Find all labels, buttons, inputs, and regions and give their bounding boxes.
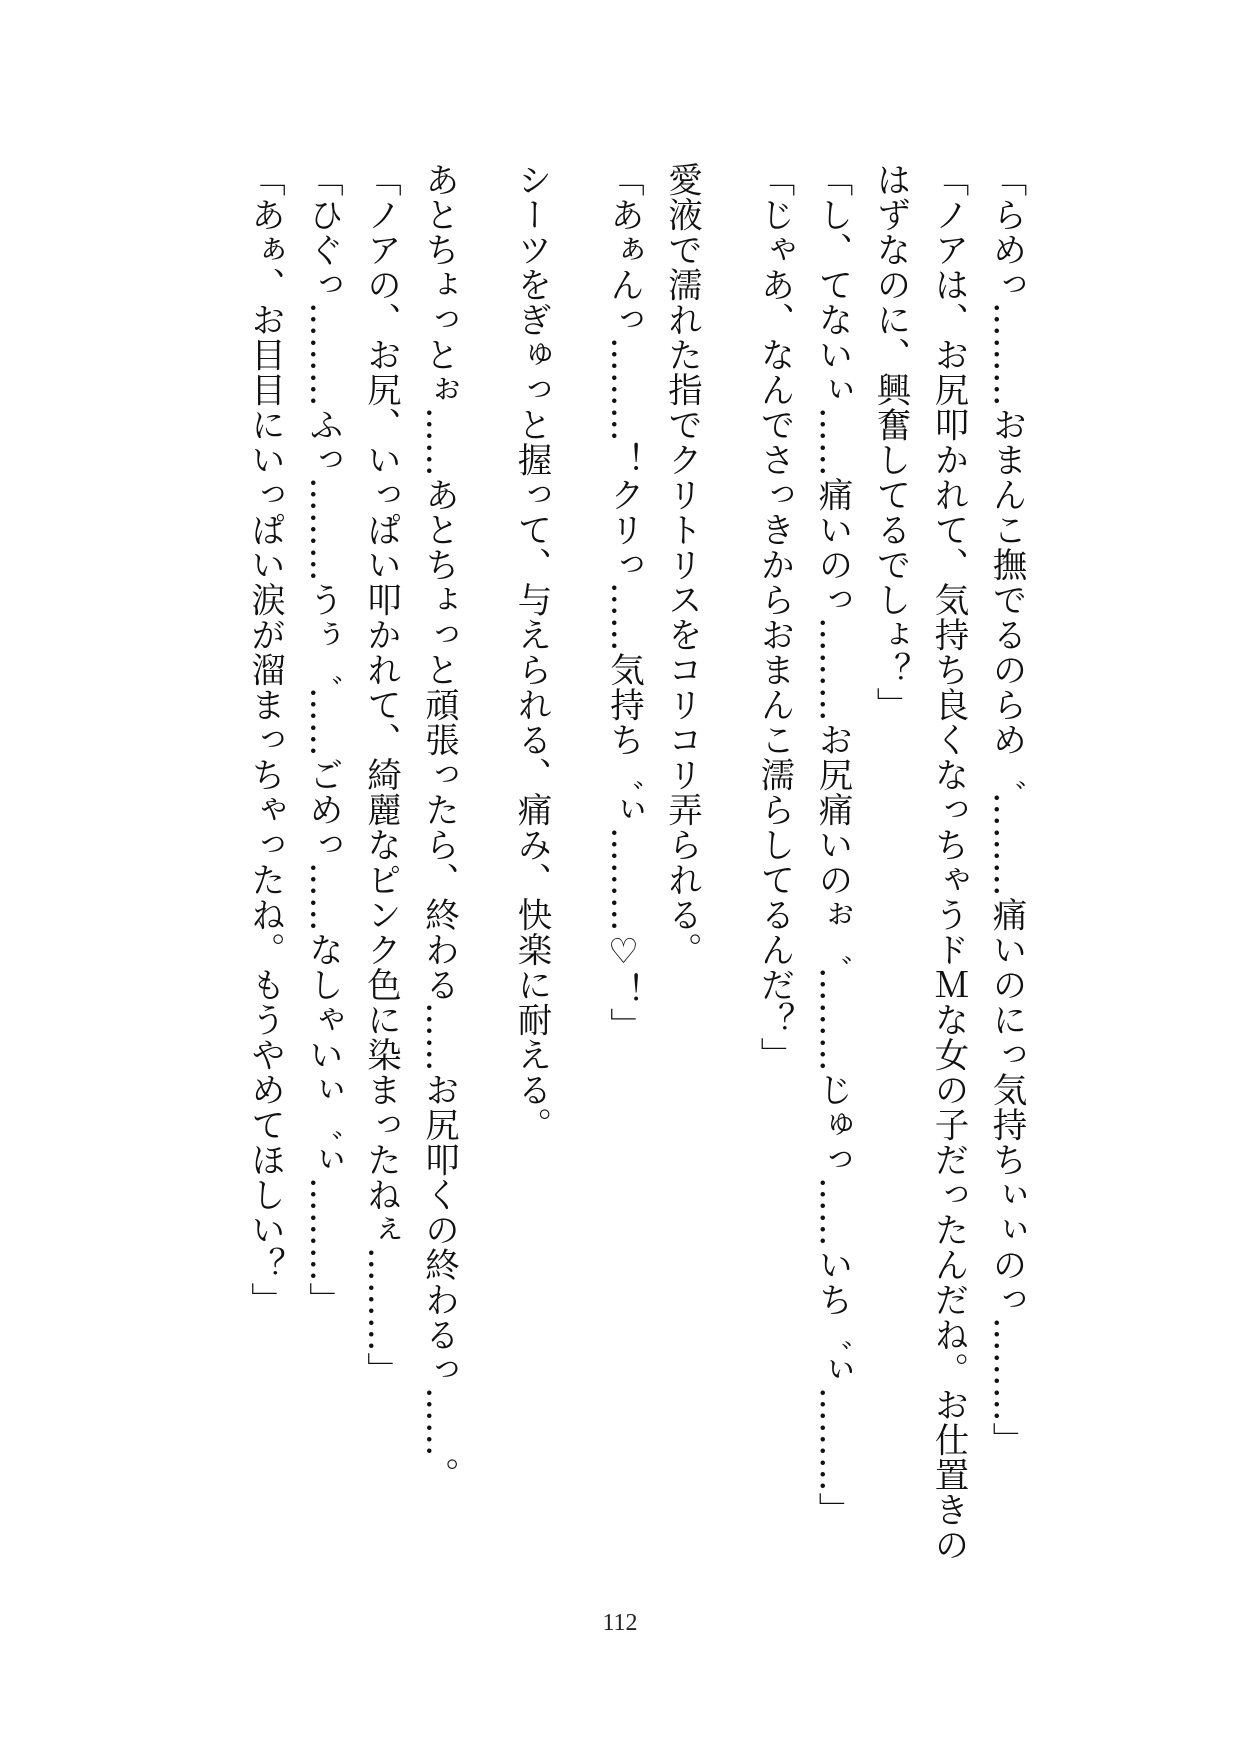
text-line: 「ノアは、お尻叩かれて、気持ち良くなっちゃうドＭな女の子だったんだね。お仕置きの	[928, 162, 968, 1562]
narration-line: シーツをぎゅっと握って、与えられる、痛み、快楽に耐える。	[511, 162, 551, 1142]
page-number: 112	[602, 1610, 638, 1636]
text-line: 「じゃあ、なんでさっきからおまんこ濡らしてるんだ？」	[754, 162, 794, 1072]
text-line: 「ひぐっ………ふっ………うぅ゛……ごめっ……なしゃいぃ゛ぃ………」	[302, 162, 343, 1317]
text-line: 「らめっ………おまんこ撫でるのらめ゛………痛いのにっ気持ちぃぃのっ………」	[986, 162, 1026, 1457]
vertical-text-body	[205, 162, 1035, 1582]
text-line: 「ノアの、お尻、いっぱい叩かれて、綺麗なピンク色に染まったねぇ………」	[360, 162, 401, 1387]
text-line: はずなのに、興奮してるでしょ？」	[870, 162, 910, 722]
narration-line: あとちょっとぉ……あとちょっと頑張ったら、終わる……お尻叩くの終わるっ……。	[418, 162, 459, 1492]
text-line: 「あぁんっ………！クリっ……気持ち゛ぃ………♡！」	[603, 162, 644, 1043]
text-line: 「し、てないぃ……痛いのっ………お尻痛いのぉ゛………じゅっ……いち゛ぃ………」	[812, 162, 852, 1527]
narration-line: 愛液で濡れた指でクリトリスをコリコリ弄られる。	[661, 162, 702, 967]
text-line: 「あぁ、お目目にいっぱい涙が溜まっちゃったね。もうやめてほしい？」	[244, 162, 285, 1317]
